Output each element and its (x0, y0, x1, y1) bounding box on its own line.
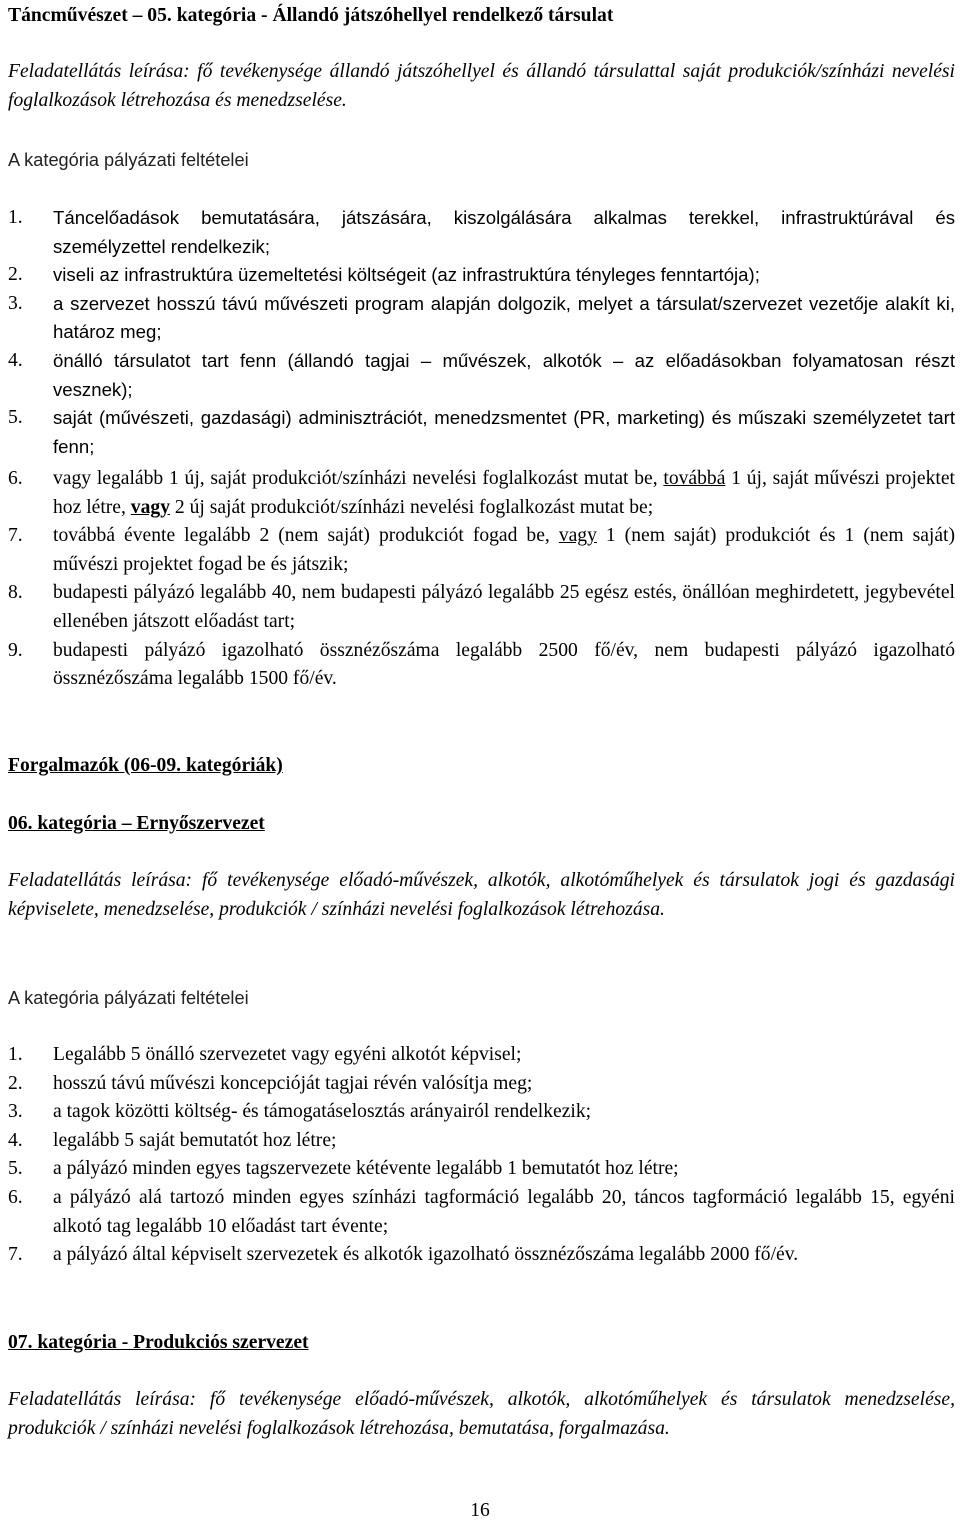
section-06-conditions-list (8, 1041, 955, 1270)
list-item: 2. hosszú távú művészi koncepcióját tagjai révén valósítja meg; (8, 1072, 533, 1094)
list-item: 7. a pályázó által képviselt szervezetek és alkotók igazolható össznézőszáma legalább 2000 fő/év. (8, 1244, 799, 1266)
section-07-description: Feladatellátás leírása: fő tevékenysége előadó-művészek, alkotók, alkotóműhelyek és társulatok menedzselése, produkciók / színházi nevelési foglalkozások létrehozása, bemutatása, forgalmazása. (8, 1389, 955, 1439)
list-item: 4. legalább 5 saját bemutatót hoz létre; (8, 1129, 337, 1151)
list-item: 4. önálló társulatot tart fenn (állandó tagjai – művészek, alkotók – az előadásokban folyamatosan részt vesznek); (8, 349, 955, 400)
list-item: 3. a szervezet hosszú távú művészeti program alapján dolgozik, melyet a társulat/szervezet vezetője alakít ki, határoz meg; (8, 292, 955, 343)
list-item: 5. saját (művészeti, gazdasági) adminisztrációt, menedzsmentet (PR, marketing) és műszaki személyzetet tart fenn; (8, 407, 955, 457)
list-item: 3. a tagok közötti költség- és támogatáselosztás arányairól rendelkezik; (8, 1101, 592, 1123)
section-06-title: 06. kategória – Ernyőszervezet (8, 813, 265, 834)
section-05-conditions-list (8, 204, 955, 461)
section-06-description: Feladatellátás leírása: fő tevékenysége előadó-művészek, alkotók, alkotóműhelyek és társulatok jogi és gazdasági képviselete, menedzselése, produkciók / színházi nevelési foglalkozások létrehozása. (8, 870, 955, 920)
list-item: 1. Legalább 5 önálló szervezetet vagy egyéni alkotót képvisel; (8, 1044, 522, 1065)
section-05-description: Feladatellátás leírása: fő tevékenysége állandó játszóhellyel és állandó társulattal saját produkciók/színházi nevelési foglalkozások létrehozása és menedzselése. (8, 61, 955, 111)
list-item: 5. a pályázó minden egyes tagszervezete kétévente legalább 1 bemutatót hoz létre; (8, 1158, 679, 1180)
section-05-conditions-list-continued (8, 465, 955, 694)
section-05-title: Táncművészet – 05. kategória - Állandó játszóhellyel rendelkező társulat (8, 5, 614, 26)
list-item: 8. budapesti pályázó legalább 40, nem budapesti pályázó legalább 25 egész estés, önállóan meghirdetett, jegybevétel ellenében játszott előadást tart; (8, 582, 955, 632)
list-item: 6. a pályázó alá tartozó minden egyes színházi tagformáció legalább 20, táncos tagformáció legalább 15, egyéni alkotó tag legalább 10 előadást tart évente; (8, 1186, 955, 1237)
section-06-subtitle: A kategória pályázati feltételei (8, 988, 249, 1008)
list-item: 2. viseli az infrastruktúra üzemeltetési költségeit (az infrastruktúra tényleges fenntartója); (8, 264, 760, 286)
page-number: 16 (470, 1500, 490, 1521)
forgalmazok-heading: Forgalmazók (06-09. kategóriák) (8, 755, 283, 776)
section-07-title: 07. kategória - Produkciós szervezet (8, 1332, 309, 1353)
section-05-subtitle: A kategória pályázati feltételei (8, 150, 249, 170)
list-item: 6. vagy legalább 1 új, saját produkciót/színházi nevelési foglalkozást mutat be, továbbá 1 új, saját művészi projektet hoz létre, vagy 2 új saját produkciót/színházi nevelési foglalkozást mutat be; (8, 468, 955, 518)
list-item: 7. továbbá évente legalább 2 (nem saját) produkciót fogad be, vagy 1 (nem saját) produkciót és 1 (nem saját) művészi projektet fogad be és játszik; (8, 525, 955, 575)
list-item: 1. Táncelőadások bemutatására, játszására, kiszolgálására alkalmas terekkel, infrastruktúrával és személyzettel rendelkezik; (8, 207, 955, 257)
list-item: 9. budapesti pályázó igazolható össznézőszáma legalább 2500 fő/év, nem budapesti pályázó igazolható össznézőszáma legalább 1500 fő/év. (8, 639, 955, 690)
